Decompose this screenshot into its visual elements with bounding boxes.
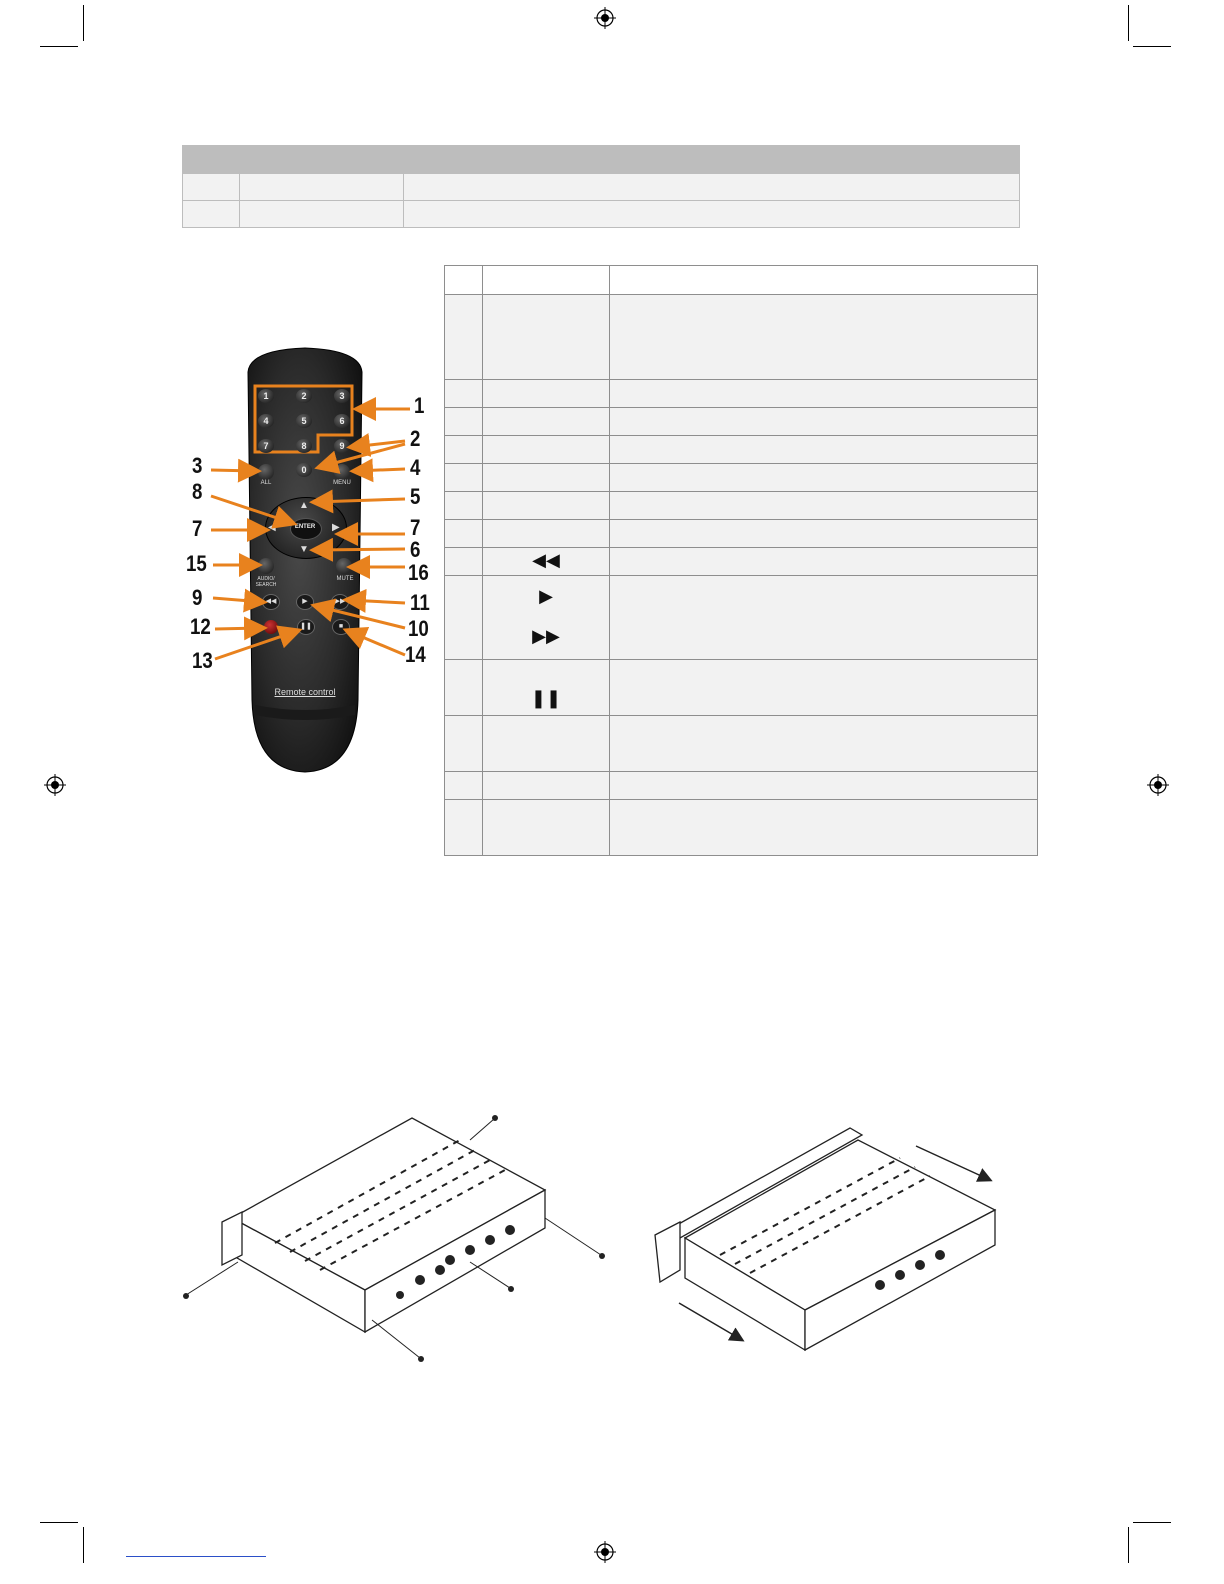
crop-mark-top-right-v bbox=[1128, 5, 1129, 41]
registration-mark-icon bbox=[44, 774, 66, 796]
callout-number: 15 bbox=[186, 551, 207, 576]
down-arrow-icon[interactable]: ▼ bbox=[299, 544, 309, 555]
crop-mark-top-right-h bbox=[1133, 46, 1171, 47]
callout-number: 8 bbox=[192, 479, 203, 504]
callout-number: 1 bbox=[414, 393, 425, 418]
stop-icon: ■ bbox=[338, 623, 344, 630]
table-row bbox=[445, 660, 1038, 716]
table-row bbox=[445, 716, 1038, 772]
table-header-row bbox=[445, 266, 1038, 295]
dvr-screws-illustration bbox=[170, 1100, 620, 1380]
dvr-cover-slide-illustration bbox=[650, 1120, 1010, 1355]
digit-button-3[interactable]: 3 bbox=[334, 389, 350, 403]
front-panel-table bbox=[182, 145, 1020, 228]
digit-button-8[interactable]: 8 bbox=[296, 439, 312, 453]
callout-number: 10 bbox=[408, 616, 429, 641]
table-row bbox=[183, 174, 1020, 201]
callout-number: 7 bbox=[410, 515, 421, 540]
table-row bbox=[445, 576, 1038, 660]
remote-keys-table bbox=[444, 265, 1038, 856]
callout-number: 11 bbox=[410, 590, 430, 615]
digit-button-0[interactable]: 0 bbox=[296, 463, 312, 477]
callout-number: 3 bbox=[192, 453, 203, 478]
callout-number: 5 bbox=[410, 484, 421, 509]
crop-mark-bottom-right-v bbox=[1128, 1527, 1129, 1563]
digit-button-2[interactable]: 2 bbox=[296, 389, 312, 403]
callout-number: 12 bbox=[190, 614, 211, 639]
table-row bbox=[445, 548, 1038, 576]
enter-button-label: ENTER bbox=[294, 524, 316, 530]
registration-mark-icon bbox=[594, 1541, 616, 1563]
footer-rule bbox=[126, 1556, 266, 1557]
table-row bbox=[445, 408, 1038, 436]
fast-forward-icon: ▶▶ bbox=[532, 625, 560, 647]
callout-number: 9 bbox=[192, 585, 203, 610]
table-row bbox=[445, 772, 1038, 800]
rewind-icon: ◀◀ bbox=[265, 598, 277, 605]
remote-brand-label: Remote control bbox=[274, 687, 336, 697]
callout-number: 14 bbox=[405, 642, 426, 667]
digit-button-1[interactable]: 1 bbox=[258, 389, 274, 403]
fast-forward-icon: ▶▶ bbox=[334, 598, 346, 605]
crop-mark-bottom-left-v bbox=[83, 1527, 84, 1563]
digit-button-7[interactable]: 7 bbox=[258, 439, 274, 453]
left-arrow-icon[interactable]: ◀ bbox=[268, 522, 276, 533]
table-row bbox=[445, 492, 1038, 520]
callout-number: 7 bbox=[192, 516, 203, 541]
play-icon: ▶ bbox=[539, 585, 553, 607]
up-arrow-icon[interactable]: ▲ bbox=[299, 500, 309, 511]
pause-icon: ❚❚ bbox=[530, 688, 562, 709]
table-row bbox=[183, 201, 1020, 228]
pause-icon: ❚❚ bbox=[300, 623, 312, 630]
crop-mark-top-left-h bbox=[40, 46, 78, 47]
rewind-icon: ◀◀ bbox=[532, 550, 560, 571]
crop-mark-top-left-v bbox=[83, 5, 84, 41]
table-row bbox=[445, 464, 1038, 492]
table-row bbox=[445, 436, 1038, 464]
callout-number: 6 bbox=[410, 537, 421, 562]
audio-search-label: AUDIO/ SEARCH bbox=[255, 576, 277, 588]
all-button-label: ALL bbox=[260, 480, 272, 486]
table-row bbox=[445, 380, 1038, 408]
right-arrow-icon[interactable]: ▶ bbox=[332, 522, 340, 533]
callout-arrows bbox=[180, 340, 440, 700]
registration-mark-icon bbox=[1147, 774, 1169, 796]
menu-button-label: MENU bbox=[333, 480, 351, 486]
table-header-row bbox=[183, 146, 1020, 174]
callout-number: 4 bbox=[410, 455, 421, 480]
digit-button-5[interactable]: 5 bbox=[296, 414, 312, 428]
play-icon: ▶ bbox=[302, 598, 308, 605]
digit-button-4[interactable]: 4 bbox=[258, 414, 274, 428]
crop-mark-bottom-left-h bbox=[40, 1522, 78, 1523]
table-row bbox=[445, 520, 1038, 548]
table-row bbox=[445, 295, 1038, 380]
callout-number: 2 bbox=[410, 426, 421, 451]
crop-mark-bottom-right-h bbox=[1133, 1522, 1171, 1523]
mute-button-label: MUTE bbox=[336, 576, 354, 582]
callout-number: 13 bbox=[192, 648, 213, 673]
digit-button-6[interactable]: 6 bbox=[334, 414, 350, 428]
table-row bbox=[445, 800, 1038, 856]
registration-mark-icon bbox=[594, 7, 616, 29]
callout-number: 16 bbox=[408, 560, 429, 585]
digit-button-9[interactable]: 9 bbox=[334, 439, 350, 453]
